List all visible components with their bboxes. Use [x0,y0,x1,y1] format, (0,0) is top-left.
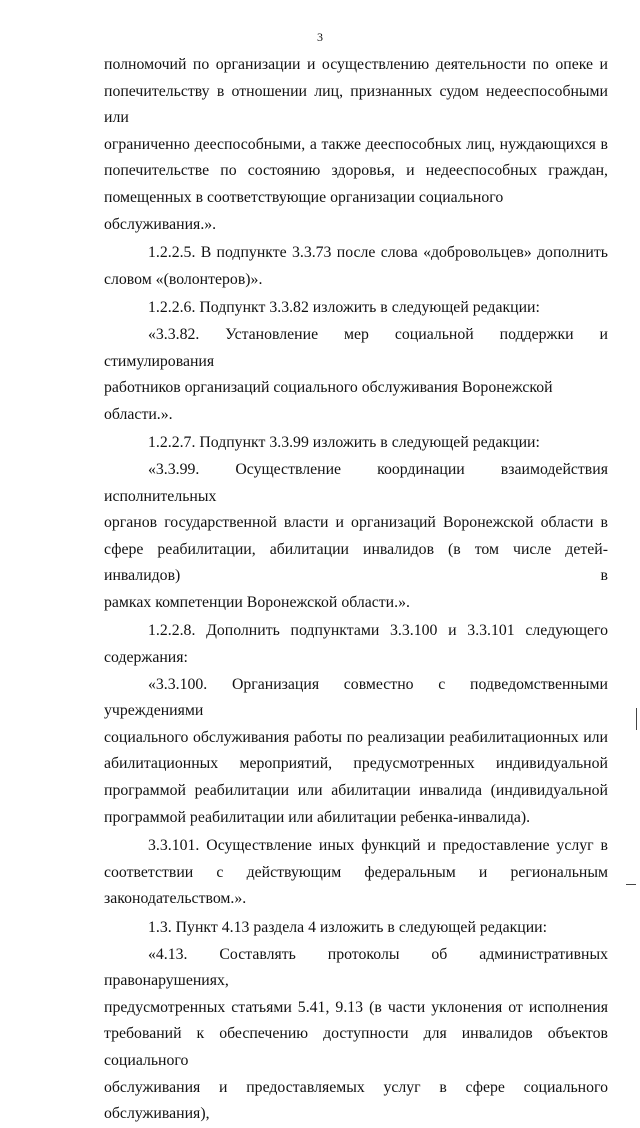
text-line: «3.3.82. Установление мер социальной поддержки и стимулирования [104,325,608,370]
text-line: «4.13. Составлять протоколы об административных правонарушениях, [104,945,608,990]
text-line: помещенных в соответствующие организации социального обслуживания.». [104,188,504,233]
text-line: словом «(волонтеров)». [104,270,263,288]
text-line: «3.3.99. Осуществление координации взаимодействия исполнительных [104,460,608,505]
text-line: полномочий по организации и осуществлению деятельности по опеке и [104,56,608,73]
text-line: рамках компетенции Воронежской области.». [104,593,410,611]
text-line: «3.3.100. Организация совместно с подведомственными учреждениями [104,675,608,720]
text-line: 1.2.2.6. Подпункт 3.3.82 изложить в следующей редакции: [148,299,540,317]
margin-mark [636,708,637,730]
text-line: ограниченно дееспособными, а также дееспособных лиц, нуждающихся в [104,135,608,153]
document-body [104,52,608,1128]
margin-mark [626,884,636,885]
page-number: 3 [317,30,323,44]
text-line: 1.2.2.8. Дополнить подпунктами 3.3.100 и 3.3.101 следующего [148,622,608,640]
text-line: органов государственной власти и организаций Воронежской области в [104,514,608,532]
text-line: содержания: [104,649,188,667]
text-line: программой реабилитации или абилитации ребенка-инвалида). [104,808,531,826]
text-line: законодательством.». [104,890,247,908]
text-line: попечительстве по состоянию здоровья, и недееспособных граждан, [104,162,608,180]
text-line: абилитационных мероприятий, предусмотренных индивидуальной [104,755,608,773]
text-line: сфере реабилитации, абилитации инвалидов (в том числе детей-инвалидов) в [104,540,608,585]
text-line: работников организаций социального обслуживания Воронежской области.». [104,379,553,423]
text-line: обслуживания и предоставляемых услуг в сфере социального обслуживания), [104,1078,608,1123]
text-line: 1.2.2.5. В подпункте 3.3.73 после слова «добровольцев» дополнить [148,244,608,262]
text-line: соответствии с действующим федеральным и региональным [104,863,608,881]
text-line: 1.2.2.7. Подпункт 3.3.99 изложить в следующей редакции: [148,434,540,452]
text-line: 3.3.101. Осуществление иных функций и предоставление услуг в [148,837,608,855]
text-line: программой реабилитации или абилитации инвалида (индивидуальной [104,782,608,800]
text-line: 1.3. Пункт 4.13 раздела 4 изложить в следующей редакции: [148,919,548,936]
text-line: попечительству в отношении лиц, признанных судом недееспособными или [104,82,608,127]
text-line: предусмотренных статьями 5.41, 9.13 (в части уклонения от исполнения [104,998,608,1016]
text-line: требований к обеспечению доступности для инвалидов объектов социального [104,1025,608,1069]
text-line: социального обслуживания работы по реализации реабилитационных или [104,728,608,746]
